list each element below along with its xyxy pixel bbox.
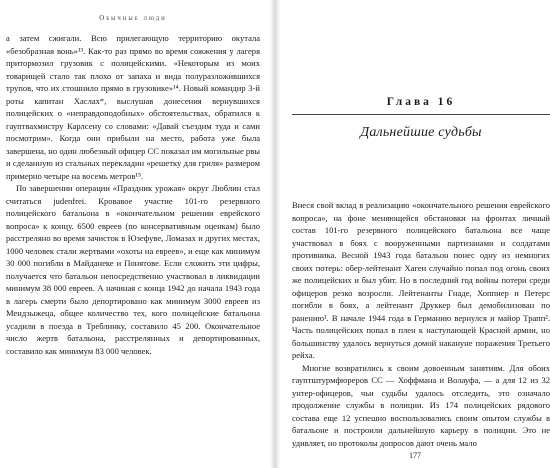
left-page-body [6,32,260,357]
chapter-divider [292,114,550,115]
running-head: Обычные люди [99,14,167,22]
chapter-title: Дальнейшие судьбы [360,125,482,140]
book-gutter [270,0,280,468]
body-paragraph: Многие возвратились к своим довоенным занятиям. Для обоих гауптштурмфюреров СС — Хоффмана и Волауфа, — а для 12 из 32 унтер-офицеров, чьи судьбы удалось отследить, это означало продолжение службы в полиции. Из 174 полицейских рядового состава еще 12 успешно воспользовались своим опытом службы в батальоне и построили дальнейшую карьеру в полиции. Это не удивляет, но протоколы допросов дают очень мало [292,362,550,448]
chapter-label: Глава 16 [386,96,456,108]
body-paragraph: Внеся свой вклад в реализацию «окончательного решения еврейского вопроса», на фоне меняющейся обстановки на фронтах личный состав 101-го резервного полицейского батальона все чаще участвовал в боях с вооруженными партизанами и солдатами противника. Весной 1943 года батальон понес одну из немногих своих потерь: обер-лейтенант Хаген случайно попал под огонь своих же полицейских и был убит. Но в последний год войны потери среди офицеров резко возросли. Лейтенанты Гнаде, Хоппнер и Петерс погибли в боях, а лейтенант Друккер был демобилизован по ранению¹. В начале 1944 года в Германию вернулся и майор Трапп². Часть полицейских попал в плен к наступающей Красной армии, но большинству удалось вернуться домой накануне поражения Третьего рейха. [292,200,550,360]
page-number: 177 [409,451,421,460]
left-page [0,0,270,468]
body-paragraph: а затем сжигали. Всю прилегающую территорию окутала «безобразная вонь»¹³. Как-то раз прямо во время сожжения у лагеря притормозил грузовик с полицейскими. «Некоторым из моих товарищей стало так плохо от запаха и вида полуразложившихся трупов, что их стошнило прямо в грузовике»¹⁴. Новый командир 3-й роты капитан Хаслах*, выслушав донесения вернувшихся полицейских о «неправдоподобных» обстоятельствах, обратился к гауптвахмистру Карлсену со словами: «Давай съездим туда и сами посмотрим». Когда они прибыли на место, работа уже была завершена, но один любезный офицер СС показал им могильные рвы и сделанную из стальных перекладин «решетку для гриля» размером примерно четыре на восемь метров¹⁵. [6,33,260,181]
body-paragraph: По завершении операции «Праздник урожая» округ Люблин стал считаться judenfrei. Кровавое участие 101-го резервного полицейского батальона в «окончательном решении еврейского вопроса» к концу. 6500 евреев (по консервативным оценкам) было расстреляно во время зачисток в Юзефуве, Ломазах и других местах, 1000 человек стали жертвами «охоты на евреев», и еще как минимум 30 000 погибли в Майданеке и Понятове. Если сложить эти цифры, получается что батальон непосредственно участвовал в ликвидации минимум 38 000 евреев. А начиная с конца 1942 до начала 1943 года в лагерь смерти было депортировано как минимум 3000 евреев из Мендзыжеца, общее количество тех, кого полицейские батальона усадили в поезда в Треблинку, составило 45 200. Окончательное число жертв батальона, расстрелянных и депортированных, составило как минимум 83 000 человек. [6,183,260,356]
right-page [280,0,550,468]
right-page-body [292,199,550,449]
